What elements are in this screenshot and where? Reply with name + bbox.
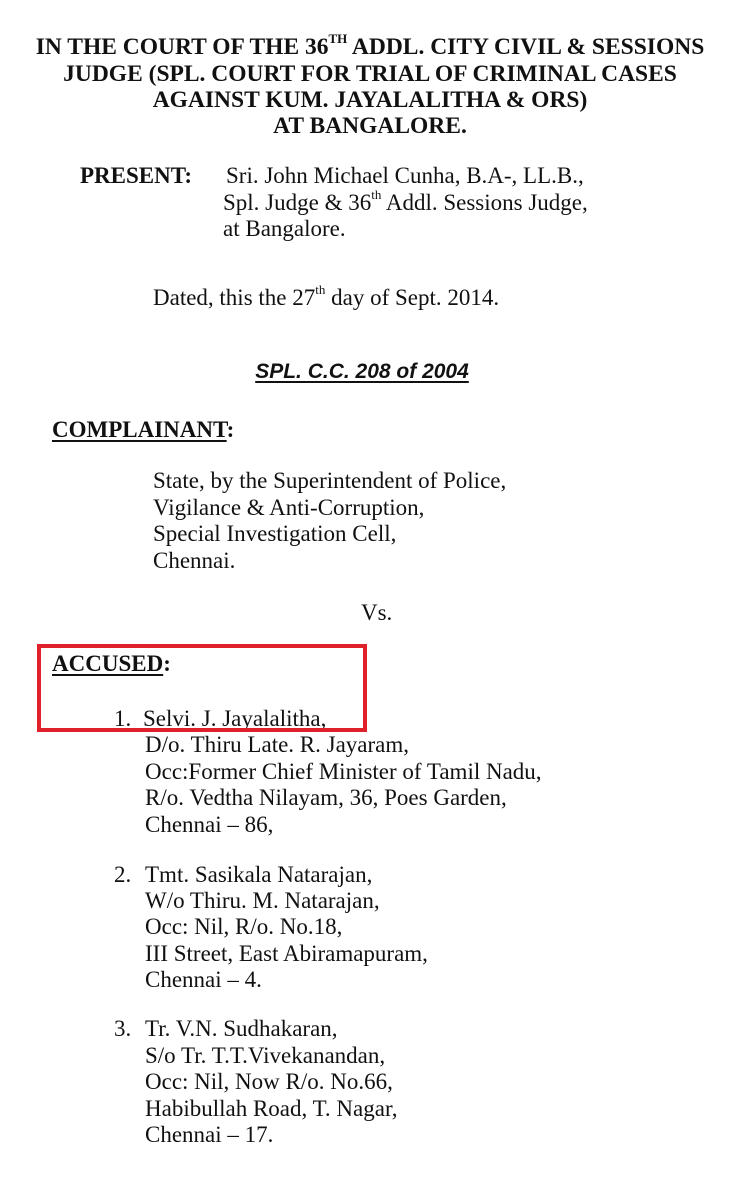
case-number: SPL. C.C. 208 of 2004 xyxy=(255,360,469,383)
present-judge-title: Spl. Judge & 36th Addl. Sessions Judge, xyxy=(223,187,588,215)
accused-3-name: Tr. V.N. Sudhakaran, xyxy=(145,1016,338,1041)
accused-2-line: III Street, East Abiramapuram, xyxy=(145,941,428,966)
accused-label: ACCUSED: xyxy=(52,651,171,676)
present-judge-location: at Bangalore. xyxy=(223,216,346,241)
versus-text: Vs. xyxy=(361,600,393,625)
accused-2-line: Chennai – 4. xyxy=(145,967,262,992)
accused-1-number: 1. xyxy=(114,706,132,731)
heading-superscript: TH xyxy=(328,31,348,47)
accused-1-line: Occ:Former Chief Minister of Tamil Nadu, xyxy=(145,759,542,784)
accused-3-line: S/o Tr. T.T.Vivekanandan, xyxy=(145,1043,386,1068)
accused-1-line: R/o. Vedtha Nilayam, 36, Poes Garden, xyxy=(145,785,507,810)
heading-text: ADDL. CITY CIVIL & SESSIONS xyxy=(347,34,705,60)
complainant-line: Special Investigation Cell, xyxy=(153,521,397,546)
accused-2-name: Tmt. Sasikala Natarajan, xyxy=(145,862,373,887)
court-heading-line-2: JUDGE (SPL. COURT FOR TRIAL OF CRIMINAL CASES xyxy=(63,61,677,87)
present-judge-name: Sri. John Michael Cunha, B.A-, LL.B., xyxy=(226,163,584,188)
complainant-line: Chennai. xyxy=(153,548,236,573)
court-heading-line-3: AGAINST KUM. JAYALALITHA & ORS) xyxy=(152,87,588,113)
complainant-label: COMPLAINANT: xyxy=(52,417,235,442)
court-heading-line-4: AT BANGALORE. xyxy=(273,113,467,139)
accused-2-line: W/o Thiru. M. Natarajan, xyxy=(145,888,380,913)
accused-3-line: Habibullah Road, T. Nagar, xyxy=(145,1096,398,1121)
complainant-line: State, by the Superintendent of Police, xyxy=(153,468,507,493)
accused-1-name: Selvi. J. Jayalalitha, xyxy=(143,706,327,731)
accused-2-line: Occ: Nil, R/o. No.18, xyxy=(145,914,343,939)
present-label: PRESENT: xyxy=(80,163,193,188)
court-heading-line-1 xyxy=(0,31,740,60)
dated-line: Dated, this the 27th day of Sept. 2014. xyxy=(153,282,500,310)
accused-1-line: D/o. Thiru Late. R. Jayaram, xyxy=(145,732,410,757)
accused-3-line: Chennai – 17. xyxy=(145,1122,274,1147)
highlight-box xyxy=(37,644,367,732)
complainant-line: Vigilance & Anti-Corruption, xyxy=(153,495,425,520)
accused-2-number: 2. xyxy=(114,862,132,887)
accused-1-line: Chennai – 86, xyxy=(145,812,274,837)
accused-3-number: 3. xyxy=(114,1016,132,1041)
accused-3-line: Occ: Nil, Now R/o. No.66, xyxy=(145,1069,393,1094)
heading-text: IN THE COURT OF THE 36 xyxy=(35,34,329,60)
